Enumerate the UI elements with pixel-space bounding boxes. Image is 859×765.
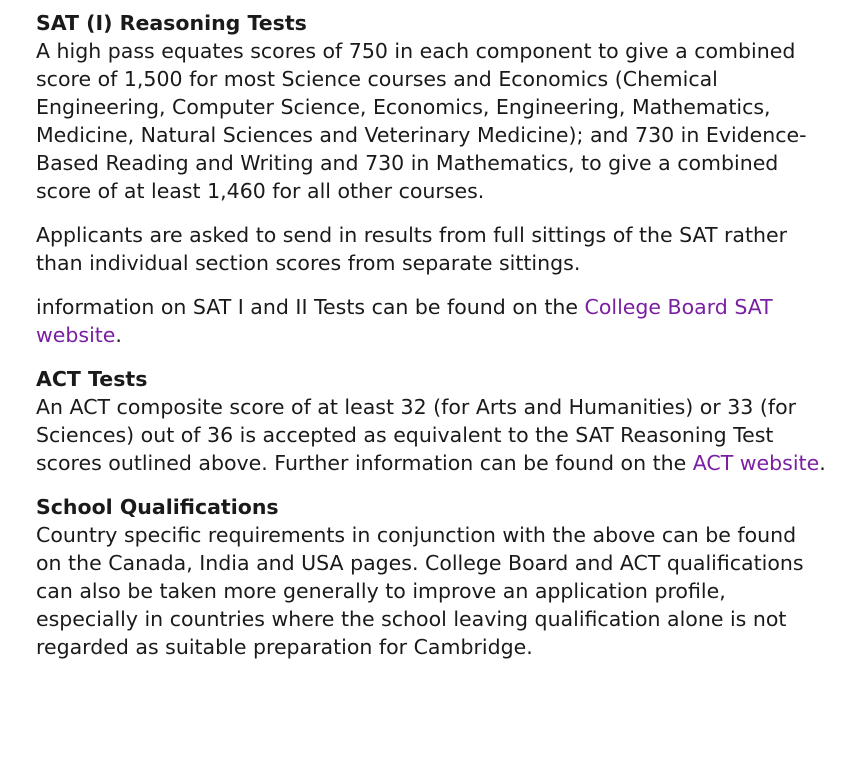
act-paragraph-text: An ACT composite score of at least 32 (for Arts and Humanities) or 33 (for Sciences) out of 36 is accepted as equivalent to the SAT Reasoning Test scores outlined above. Further information can be found on the [36,395,797,475]
sat-heading: SAT (I) Reasoning Tests [36,11,307,35]
act-website-link[interactable]: ACT website [692,451,820,475]
school-qualifications-heading: School Qualifications [36,495,279,519]
act-paragraph-end: . [819,451,826,475]
college-board-sat-link[interactable]: College Board SAT website [36,295,773,347]
sat-paragraph-scores: A high pass equates scores of 750 in each component to give a combined score of 1,500 for most Science courses and Economics (Chemical Engineering, Computer Science, Economics, Engineering, Mathematics, Medicine, Natural Sciences and Veterinary Medicine); and 730 in Evidence-Based Reading and Writing and 730 in Mathematics, to give a combined score of at least 1,460 for all other courses. [36,39,807,203]
act-heading: ACT Tests [36,367,148,391]
sat-paragraph-sittings: Applicants are asked to send in results from full sittings of the SAT rather than individual section scores from separate sittings. [36,223,788,275]
sat-info-end: . [115,323,122,347]
article-content [36,9,826,677]
act-paragraph [36,393,826,477]
school-qualifications-paragraph: Country specific requirements in conjunction with the above can be found on the Canada, India and USA pages. College Board and ACT qualifications can also be taken more generally to improve an application profile, especially in countries where the school leaving qualification alone is not regarded as suitable preparation for Cambridge. [36,523,804,659]
sat-info-text: information on SAT I and II Tests can be found on the [36,295,585,319]
sat-paragraph-info [36,293,826,349]
